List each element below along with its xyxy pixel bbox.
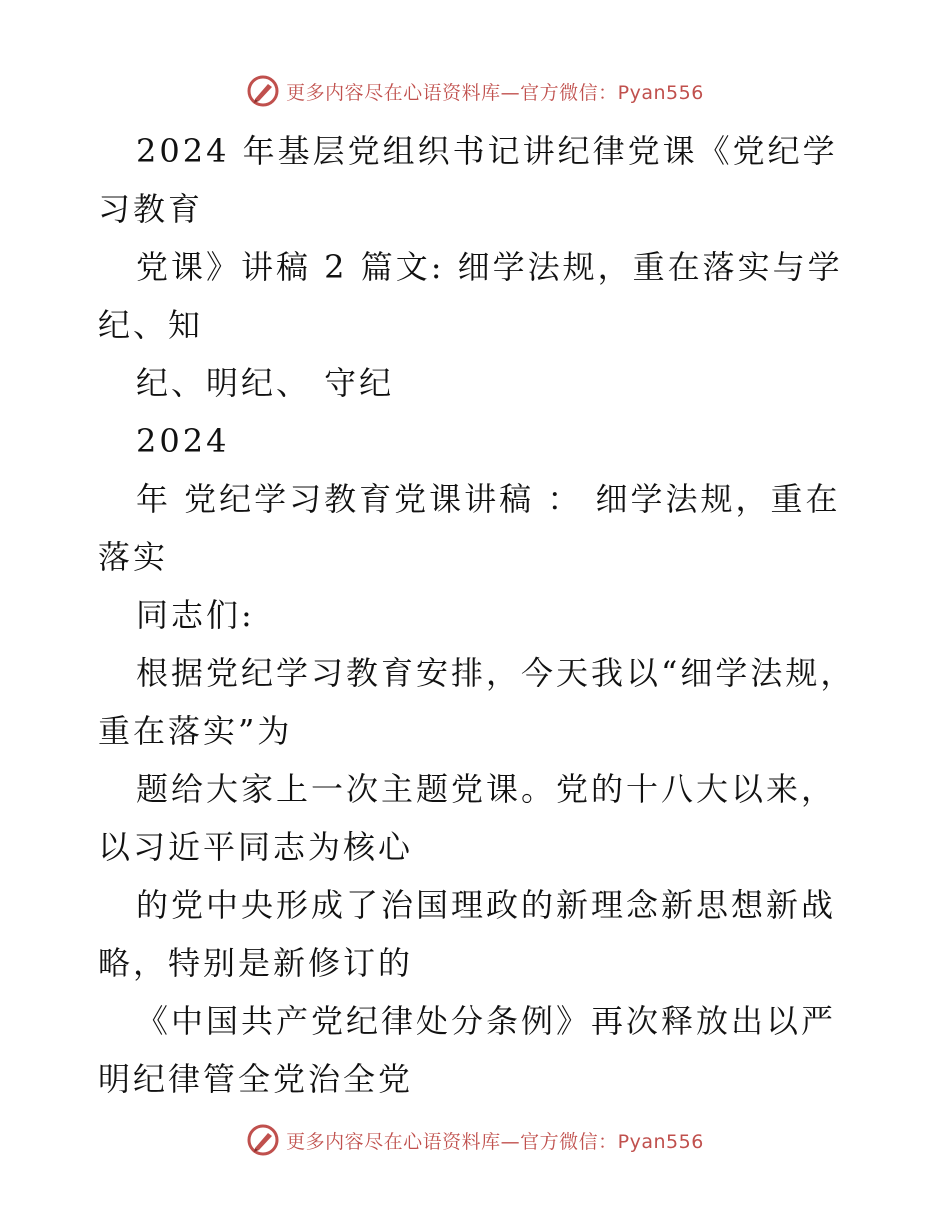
paragraph: 的党中央形成了治国理政的新理念新思想新战略，特别是新修订的 — [98, 886, 837, 982]
paragraph: 党课》讲稿 2 篇文: 细学法规，重在落实与学纪、知 — [98, 248, 843, 344]
watermark-text: 更多内容尽在心语资料库—官方微信：Pyan556 — [286, 1130, 704, 1153]
paragraph: 2024 年基层党组织书记讲纪律党课《党纪学习教育 — [98, 132, 838, 228]
document-body — [98, 122, 858, 1108]
watermark-text: 更多内容尽在心语资料库—官方微信：Pyan556 — [286, 81, 704, 104]
paragraph: 《中国共产党纪律处分条例》再次释放出以严明纪律管全党治全党 — [98, 1002, 837, 1098]
header-watermark-banner — [0, 71, 950, 111]
footer-watermark-banner — [0, 1120, 950, 1160]
pen-circle-logo-icon — [246, 1123, 280, 1157]
paragraph: 年 党纪学习教育党课讲稿 ： 细学法规，重在落实 — [98, 480, 841, 576]
pen-circle-logo-icon — [246, 74, 280, 108]
paragraph: 同志们: — [136, 596, 255, 634]
paragraph: 2024 — [136, 422, 230, 460]
paragraph: 根据党纪学习教育安排，今天我以“细学法规，重在落实”为 — [98, 654, 856, 750]
paragraph: 纪、明纪、 守纪 — [136, 364, 395, 402]
paragraph: 题给大家上一次主题党课。党的十八大以来，以习近平同志为核心 — [98, 770, 837, 866]
